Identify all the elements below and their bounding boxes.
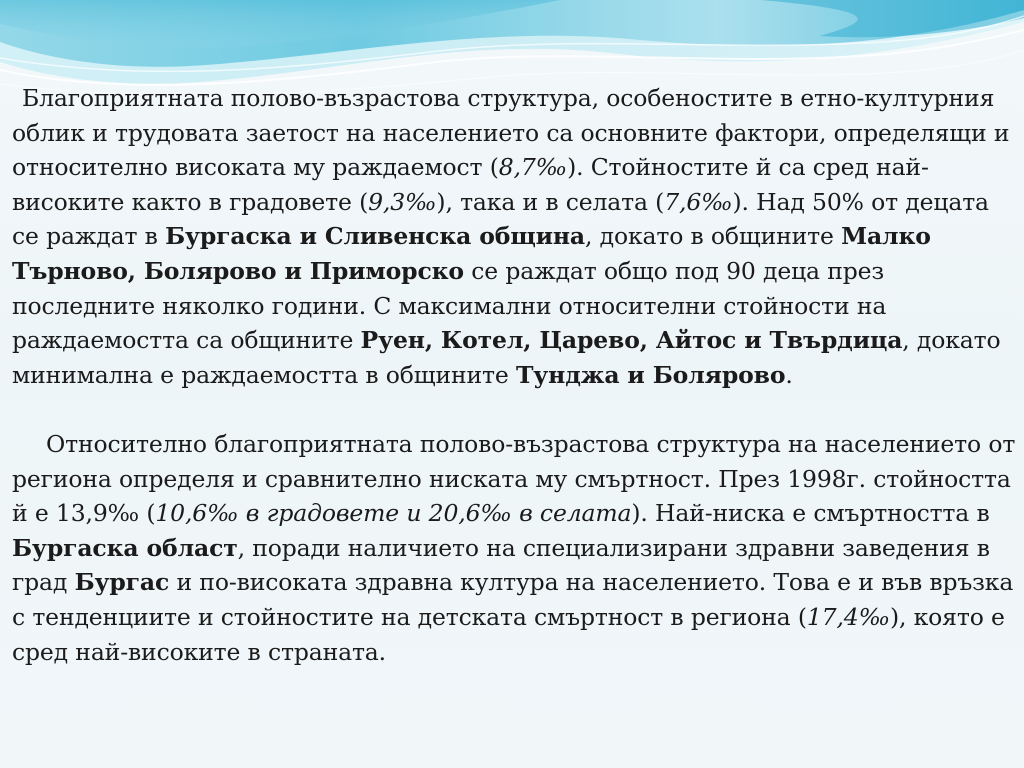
italic-value: 7,6‰ <box>664 187 733 216</box>
text-run: Относително благоприятната полово-възрастова структура на населението от региона определя и сравнително ниската му смъртност. През 1998г. стойността й е 13,9‰ ( <box>12 429 1016 528</box>
text-run: , докато в общините <box>585 222 842 251</box>
text-run: ). Стойностите й са сред най-високите както в градовете ( <box>12 153 929 216</box>
text-run: ), така и в селата ( <box>436 187 665 216</box>
bold-term: Тунджа и Болярово <box>515 360 786 389</box>
text-run: , поради наличието на специализирани здравни заведения в град <box>12 533 990 597</box>
italic-value: 8,7‰ <box>498 153 568 182</box>
italic-value: 10,6‰ в градовете и 20,6‰ в селата <box>155 499 632 528</box>
paragraph-mortality <box>12 427 1016 669</box>
bold-term: Руен, Котел, Царево, Айтос и Твърдица <box>360 326 903 355</box>
text-run: ). Над 50% от децата се раждат в <box>12 187 989 251</box>
body-text <box>12 81 1016 669</box>
text-run: . <box>785 360 793 389</box>
italic-value: 17,4‰ <box>806 602 890 631</box>
text-run: ), която е сред най-високите в страната. <box>12 602 1005 666</box>
paragraph-birth-rate <box>12 81 1016 392</box>
bold-term: Бургас <box>74 568 170 597</box>
bold-term: Бургаска и Сливенска община <box>165 222 585 251</box>
text-run: Благоприятната полово-възрастова структура, особеностите в етно-културния облик и трудовата заетост на населението са основните фактори, определящи и относително високата му раждаемост ( <box>12 84 1010 182</box>
text-run: и по-високата здравна култура на населението. Това е и във връзка с тенденциите и стойностите на детската смъртност в региона ( <box>12 568 1014 631</box>
text-run: се раждат общо под 90 деца през последните няколко години. С максимални относителни стойности на раждаемостта са общините <box>12 256 887 355</box>
bold-term: Бургаска област <box>12 533 238 562</box>
text-run: , докато минимална е раждаемостта в общините <box>12 326 1001 389</box>
text-run: ). Най-ниска е смъртността в <box>631 499 990 528</box>
italic-value: 9,3‰ <box>368 187 437 216</box>
bold-term: Малко Търново, Болярово и Приморско <box>12 222 931 285</box>
